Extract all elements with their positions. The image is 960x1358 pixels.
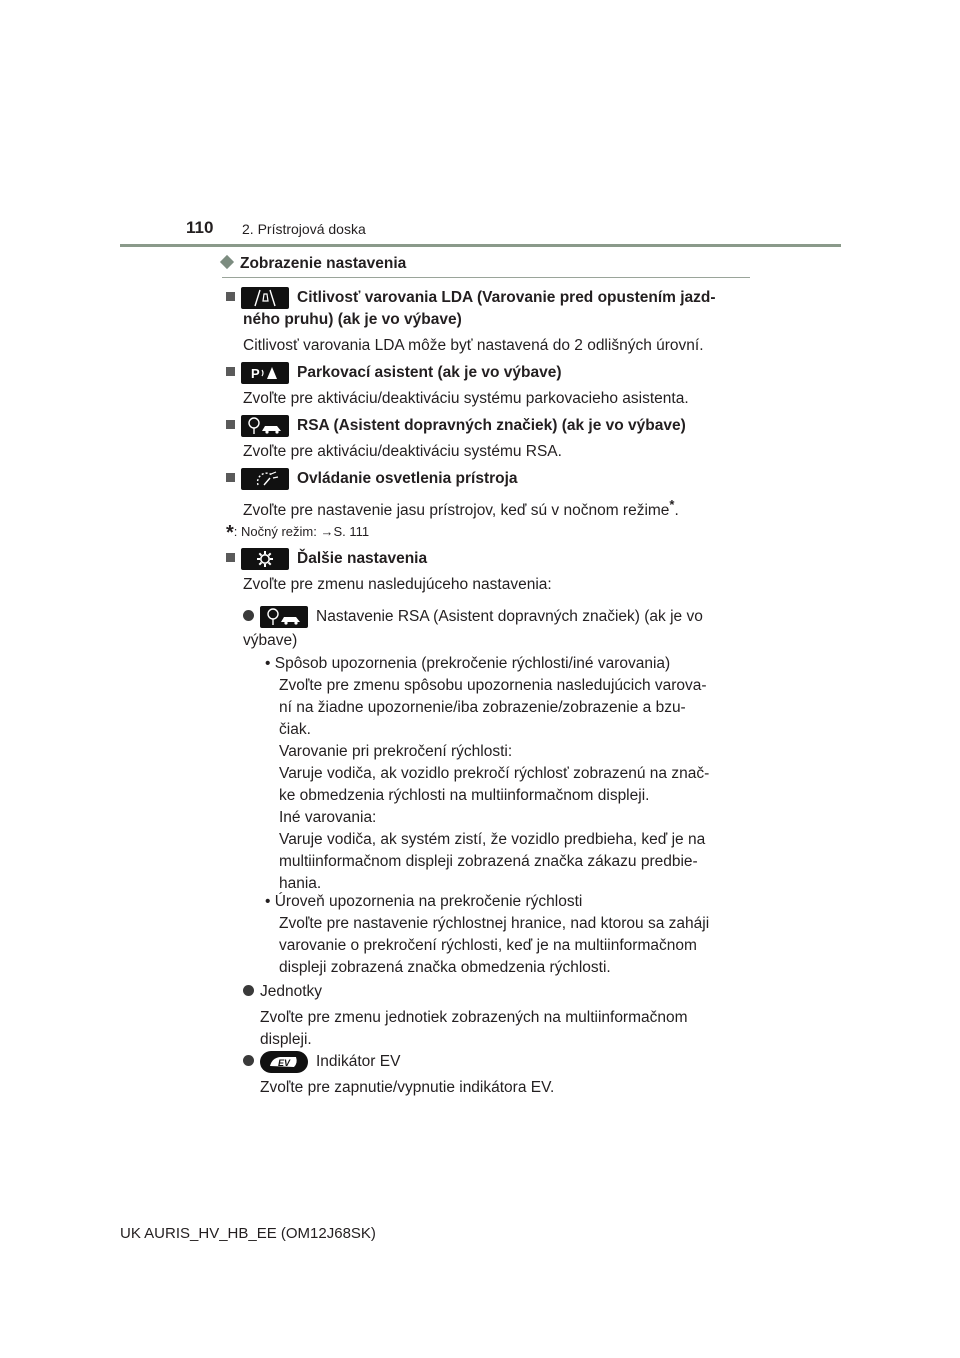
text-line: Varuje vodiča, ak systém zistí, že vozidlo predbieha, keď je na	[279, 831, 706, 848]
text-line: multiinformačnom displeji zobrazená značka zákazu predbie-	[279, 853, 698, 870]
text-line: ke obmedzenia rýchlosti na multiinformačnom displeji.	[279, 787, 650, 804]
item-rsa-title: RSA (Asistent dopravných značiek) (ak je vo výbave)	[226, 415, 686, 437]
footer-model-code: UK AURIS_HV_HB_EE (OM12J68SK)	[120, 1225, 376, 1242]
chapter-title: 2. Prístrojová doska	[242, 221, 366, 237]
units-body	[260, 1007, 745, 1051]
text-line: displeji zobrazená značka obmedzenia rýchlosti.	[279, 959, 611, 976]
round-bullet-icon	[243, 985, 254, 996]
item-parking-title: P Parkovací asistent (ak je vo výbave)	[226, 362, 562, 384]
footnote-mark: *	[669, 497, 675, 512]
rsa-settings-title: Nastavenie RSA (Asistent dopravných značiek) (ak je vo	[243, 606, 703, 628]
item-lda-desc: Citlivosť varovania LDA môže byť nastavená do 2 odlišných úrovní.	[243, 337, 704, 354]
ev-title: EV Indikátor EV	[243, 1051, 400, 1073]
rsa-bullet-2-title: • Úroveň upozornenia na prekročenie rýchlosti	[265, 893, 583, 910]
text-line: ní na žiadne upozornenie/iba zobrazenie/zobrazenie a bzu-	[279, 699, 686, 716]
rsa-icon	[260, 606, 308, 628]
text-line: varovanie o prekročení rýchlosti, keď je na multiinformačnom	[279, 937, 697, 954]
rsa-bullet-2-body	[279, 913, 745, 979]
svg-text:EV: EV	[278, 1058, 291, 1068]
rsa-bullet-1-title: • Spôsob upozornenia (prekročenie rýchlosti/iné varovania)	[265, 655, 671, 672]
text-line: čiak.	[279, 721, 311, 738]
item-parking-desc: Zvoľte pre aktiváciu/deaktiváciu systému parkovacieho asistenta.	[243, 390, 689, 407]
text-line: Zvoľte pre zmenu jednotiek zobrazených na multiinformačnom	[260, 1009, 688, 1026]
section-divider	[222, 277, 750, 278]
parking-assist-icon	[241, 362, 289, 384]
square-bullet-icon	[226, 367, 235, 376]
item-brightness-title: Ovládanie osvetlenia prístroja	[226, 468, 518, 490]
item-other-desc: Zvoľte pre zmenu nasledujúceho nastavenia:	[243, 576, 552, 593]
brightness-icon	[241, 468, 289, 490]
units-title: Jednotky	[243, 981, 322, 1003]
square-bullet-icon	[226, 420, 235, 429]
text-line: displeji.	[260, 1031, 312, 1048]
item-rsa-desc: Zvoľte pre aktiváciu/deaktiváciu systému RSA.	[243, 443, 562, 460]
svg-text:P: P	[251, 366, 260, 381]
square-bullet-icon	[226, 473, 235, 482]
item-other-title: Ďalšie nastavenia	[226, 548, 427, 570]
text-line: Zvoľte pre zmenu spôsobu upozornenia nasledujúcich varova-	[279, 677, 707, 694]
ev-icon	[260, 1051, 308, 1073]
square-bullet-icon	[226, 292, 235, 301]
text-line: hania.	[279, 875, 322, 892]
rsa-icon	[241, 415, 289, 437]
rsa-bullet-1-body	[279, 675, 745, 895]
header-divider	[120, 244, 841, 247]
diamond-bullet-icon	[220, 255, 234, 269]
rsa-settings-title-cont: výbave)	[243, 632, 298, 649]
footnote: *: Nočný režim: →S. 111	[226, 522, 370, 544]
footnote-page-link[interactable]: S. 111	[333, 524, 370, 539]
text-line: Iné varovania:	[279, 809, 377, 826]
round-bullet-icon	[243, 1055, 254, 1066]
text-line: Zvoľte pre nastavenie rýchlostnej hranice, nad ktorou sa zaháji	[279, 915, 710, 932]
square-bullet-icon	[226, 553, 235, 562]
round-bullet-icon	[243, 610, 254, 621]
lda-icon	[241, 287, 289, 309]
item-brightness-desc: Zvoľte pre nastavenie jasu prístrojov, keď sú v nočnom režime*.	[243, 497, 679, 520]
text-line: Varuje vodiča, ak vozidlo prekročí rýchlosť zobrazenú na znač-	[279, 765, 710, 782]
section-heading: Zobrazenie nastavenia	[222, 255, 406, 273]
ev-desc: Zvoľte pre zapnutie/vypnutie indikátora EV.	[260, 1079, 555, 1096]
item-lda-title: Citlivosť varovania LDA (Varovanie pred opustením jazd-	[226, 287, 716, 309]
gear-icon	[241, 548, 289, 570]
text-line: Varovanie pri prekročení rýchlosti:	[279, 743, 513, 760]
page-number: 110	[186, 218, 214, 237]
item-lda-title-cont: ného pruhu) (ak je vo výbave)	[243, 311, 462, 328]
